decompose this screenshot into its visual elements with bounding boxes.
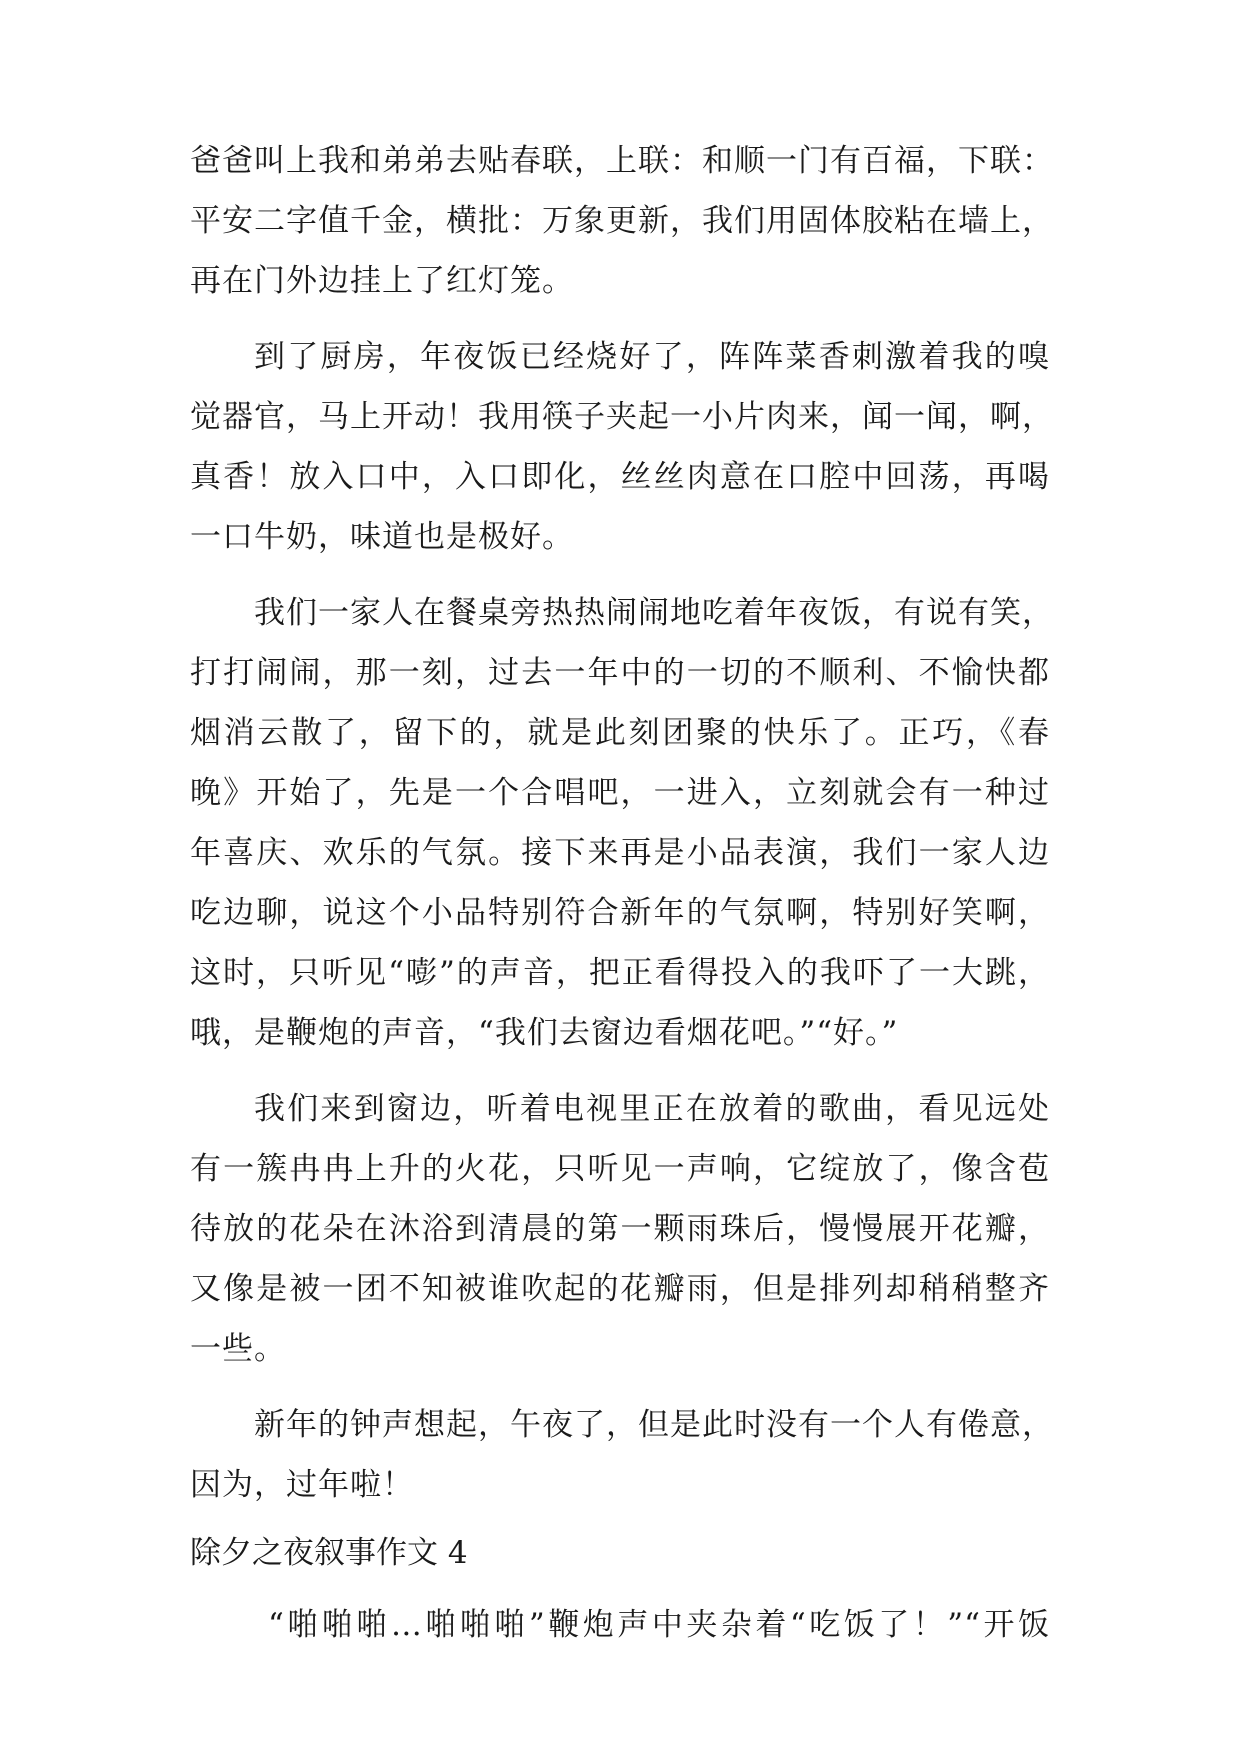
text-line: 年喜庆、欢乐的气氛。接下来再是小品表演，我们一家人边 bbox=[190, 835, 1050, 871]
text-line: “啪啪啪…啪啪啪”鞭炮声中夹杂着“吃饭了！”“开饭 bbox=[268, 1607, 1050, 1643]
text-line: 有一簇冉冉上升的火花，只听见一声响，它绽放了，像含苞 bbox=[190, 1151, 1050, 1187]
text-line: 又像是被一团不知被谁吹起的花瓣雨，但是排列却稍稍整齐 bbox=[190, 1271, 1050, 1307]
text-line: 晚》开始了，先是一个合唱吧，一进入，立刻就会有一种过 bbox=[190, 775, 1050, 811]
text-line: 真香！放入口中，入口即化，丝丝肉意在口腔中回荡，再喝 bbox=[190, 459, 1050, 495]
text-line: 再在门外边挂上了红灯笼。 bbox=[190, 263, 574, 299]
text-line: 平安二字值千金，横批：万象更新，我们用固体胶粘在墙上， bbox=[190, 203, 1054, 239]
text-line: 新年的钟声想起，午夜了，但是此时没有一个人有倦意， bbox=[254, 1407, 1054, 1443]
text-line: 烟消云散了，留下的，就是此刻团聚的快乐了。正巧，《春 bbox=[190, 715, 1050, 751]
section-heading: 除夕之夜叙事作文 4 bbox=[190, 1535, 468, 1571]
text-line: 哦，是鞭炮的声音，“我们去窗边看烟花吧。”“好。” bbox=[190, 1015, 899, 1051]
text-line: 打打闹闹，那一刻，过去一年中的一切的不顺利、不愉快都 bbox=[190, 655, 1050, 691]
text-line: 一口牛奶，味道也是极好。 bbox=[190, 519, 574, 555]
text-line: 觉器官，马上开动！我用筷子夹起一小片肉来，闻一闻，啊， bbox=[190, 399, 1054, 435]
text-line: 到了厨房，年夜饭已经烧好了，阵阵菜香刺激着我的嗅 bbox=[254, 339, 1050, 375]
text-line: 待放的花朵在沐浴到清晨的第一颗雨珠后，慢慢展开花瓣， bbox=[190, 1211, 1050, 1247]
text-line: 吃边聊，说这个小品特别符合新年的气氛啊，特别好笑啊， bbox=[190, 895, 1050, 931]
text-line: 爸爸叫上我和弟弟去贴春联，上联：和顺一门有百福，下联： bbox=[190, 143, 1054, 179]
text-line: 我们一家人在餐桌旁热热闹闹地吃着年夜饭，有说有笑， bbox=[254, 595, 1054, 631]
text-line: 一些。 bbox=[190, 1331, 286, 1367]
text-line: 因为，过年啦！ bbox=[190, 1467, 414, 1503]
text-line: 我们来到窗边，听着电视里正在放着的歌曲，看见远处 bbox=[254, 1091, 1050, 1127]
text-line: 这时，只听见“嘭”的声音，把正看得投入的我吓了一大跳， bbox=[190, 955, 1050, 991]
